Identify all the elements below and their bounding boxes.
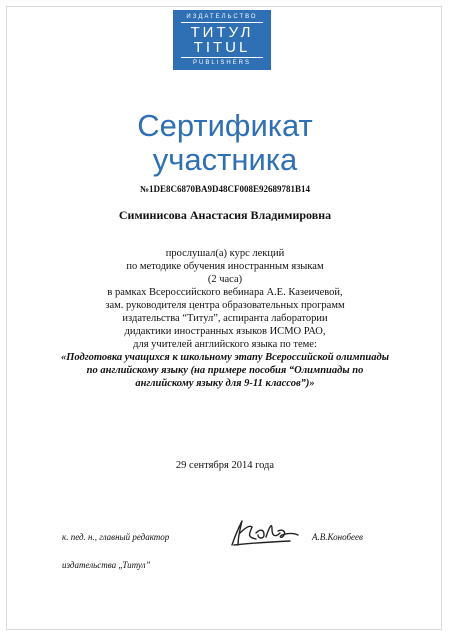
course-topic: «Подготовка учащихся к школьному этапу Всероссийской олимпиады по английскому языку (на примере пособия “Олимпиады по английскому языку для 9-11 классов”)»	[61, 352, 389, 389]
publisher-logo	[173, 10, 271, 70]
signer-name: А.В.Конобеев	[312, 532, 363, 542]
body-line: в рамках Всероссийского вебинара А.Е. Казеичевой,	[107, 287, 343, 298]
body-line: прослушал(а) курс лекций	[165, 248, 285, 259]
logo-line1: ТИТУЛ	[190, 24, 254, 41]
participant-name: Симинисова Анастасия Владимировна	[118, 208, 332, 222]
logo-line2: TITUL	[193, 39, 251, 56]
body-line: по методике обучения иностранным языкам	[126, 261, 324, 272]
certificate-title-line2: участника	[152, 142, 298, 177]
logo-divider	[181, 57, 263, 58]
signer-organization: издательства „Титул”	[62, 560, 151, 570]
body-line: издательства “Титул”, аспиранта лаборатории	[122, 313, 328, 324]
issue-date: 29 сентября 2014 года	[175, 460, 275, 471]
certificate-body	[60, 247, 390, 390]
handwritten-signature	[226, 515, 302, 551]
body-line: для учителей английского языка по теме:	[133, 339, 317, 350]
body-line: (2 часа)	[207, 274, 243, 285]
logo-top-text: ИЗДАТЕЛЬСТВО	[186, 14, 258, 20]
logo-divider	[181, 22, 263, 23]
logo-bottom-text: PUBLISHERS	[192, 60, 251, 66]
body-line: зам. руководителя центра образовательных программ	[105, 300, 345, 311]
body-line: дидактики иностранных языков ИСМО РАО,	[124, 326, 326, 337]
signer-title: к. пед. н., главный редактор	[62, 532, 170, 542]
certificate-number: №1DE8C6870BA9D48CF008E92689781B14	[139, 184, 311, 194]
certificate-title-line1: Сертификат	[137, 108, 313, 143]
